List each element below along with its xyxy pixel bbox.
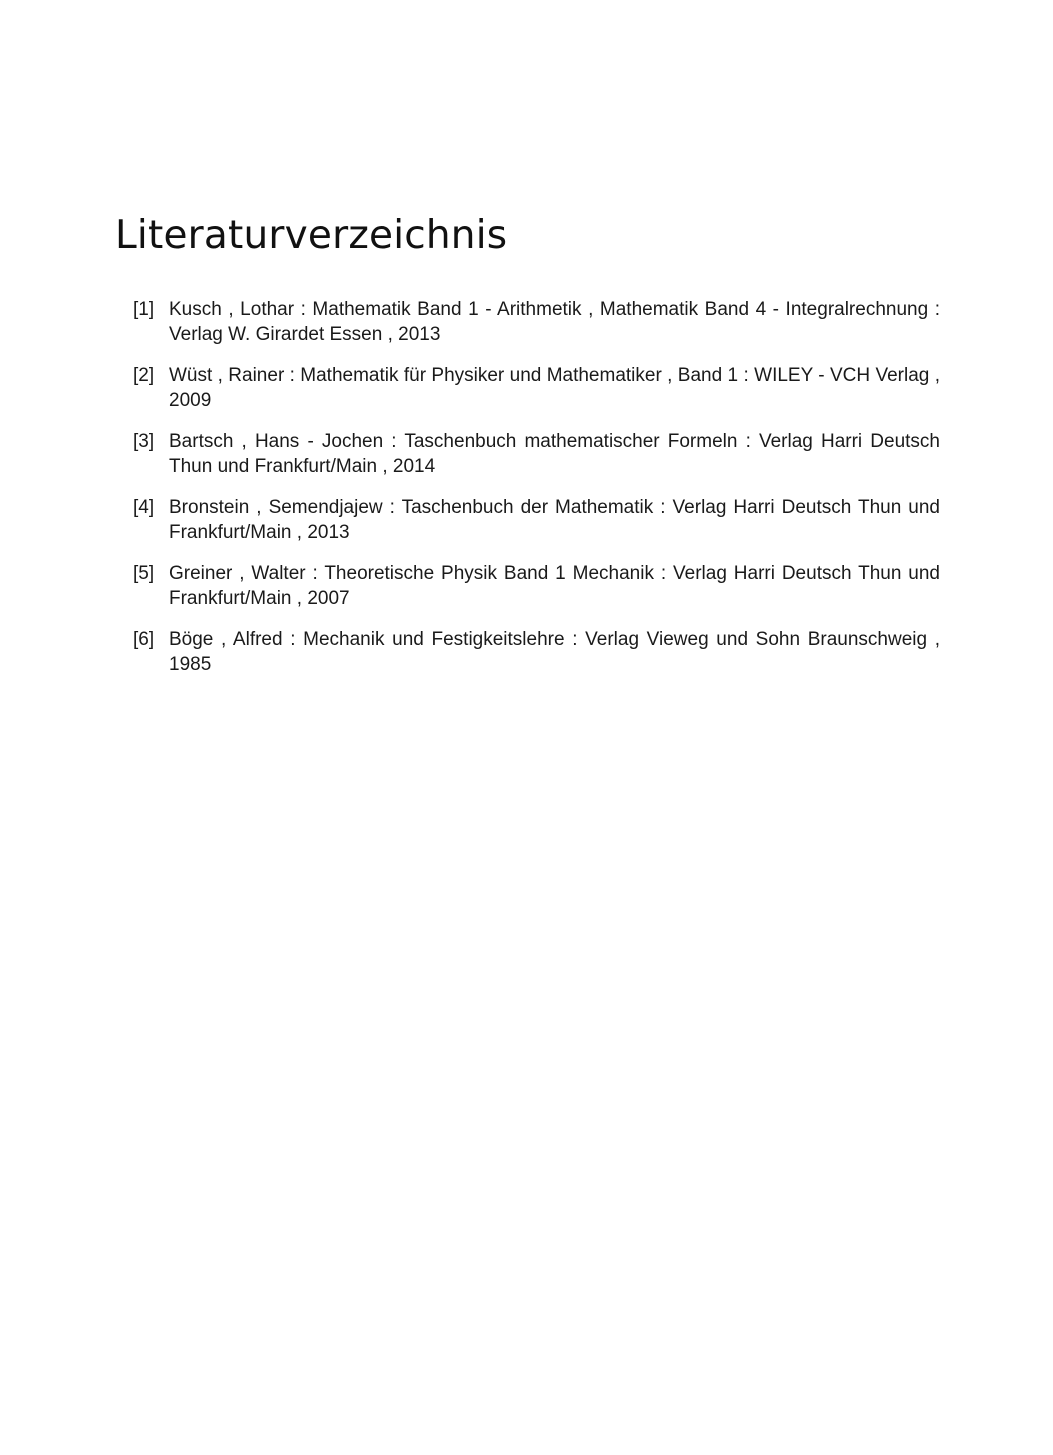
reference-text: Böge , Alfred : Mechanik und Festigkeitslehre : Verlag Vieweg und Sohn Braunschweig , 1985: [169, 629, 940, 675]
bibliography-entry: [133, 363, 940, 413]
reference-number: [6]: [133, 629, 155, 650]
reference-text: Kusch , Lothar : Mathematik Band 1 - Arithmetik , Mathematik Band 4 - Integralrechnung : Verlag W. Girardet Essen , 2013: [169, 299, 940, 345]
reference-text: Bartsch , Hans - Jochen : Taschenbuch mathematischer Formeln : Verlag Harri Deutsch Thun und Frankfurt/Main , 2014: [169, 431, 940, 477]
reference-number: [2]: [133, 365, 155, 386]
reference-text: Bronstein , Semendjajew : Taschenbuch der Mathematik : Verlag Harri Deutsch Thun und Frankfurt/Main , 2013: [169, 497, 940, 543]
bibliography-entry: [133, 495, 940, 545]
bibliography-entry: [133, 627, 940, 677]
reference-text: Wüst , Rainer : Mathematik für Physiker und Mathematiker , Band 1 : WILEY - VCH Verlag , 2009: [169, 365, 940, 411]
reference-number: [5]: [133, 563, 155, 584]
reference-text: Greiner , Walter : Theoretische Physik Band 1 Mechanik : Verlag Harri Deutsch Thun und Frankfurt/Main , 2007: [169, 563, 940, 609]
bibliography-entry: [133, 561, 940, 611]
bibliography-list: [133, 297, 940, 693]
reference-number: [3]: [133, 431, 155, 452]
reference-number: [4]: [133, 497, 155, 518]
bibliography-entry: [133, 429, 940, 479]
bibliography-entry: [133, 297, 940, 347]
page-title: Literaturverzeichnis: [115, 213, 508, 258]
reference-number: [1]: [133, 299, 155, 320]
